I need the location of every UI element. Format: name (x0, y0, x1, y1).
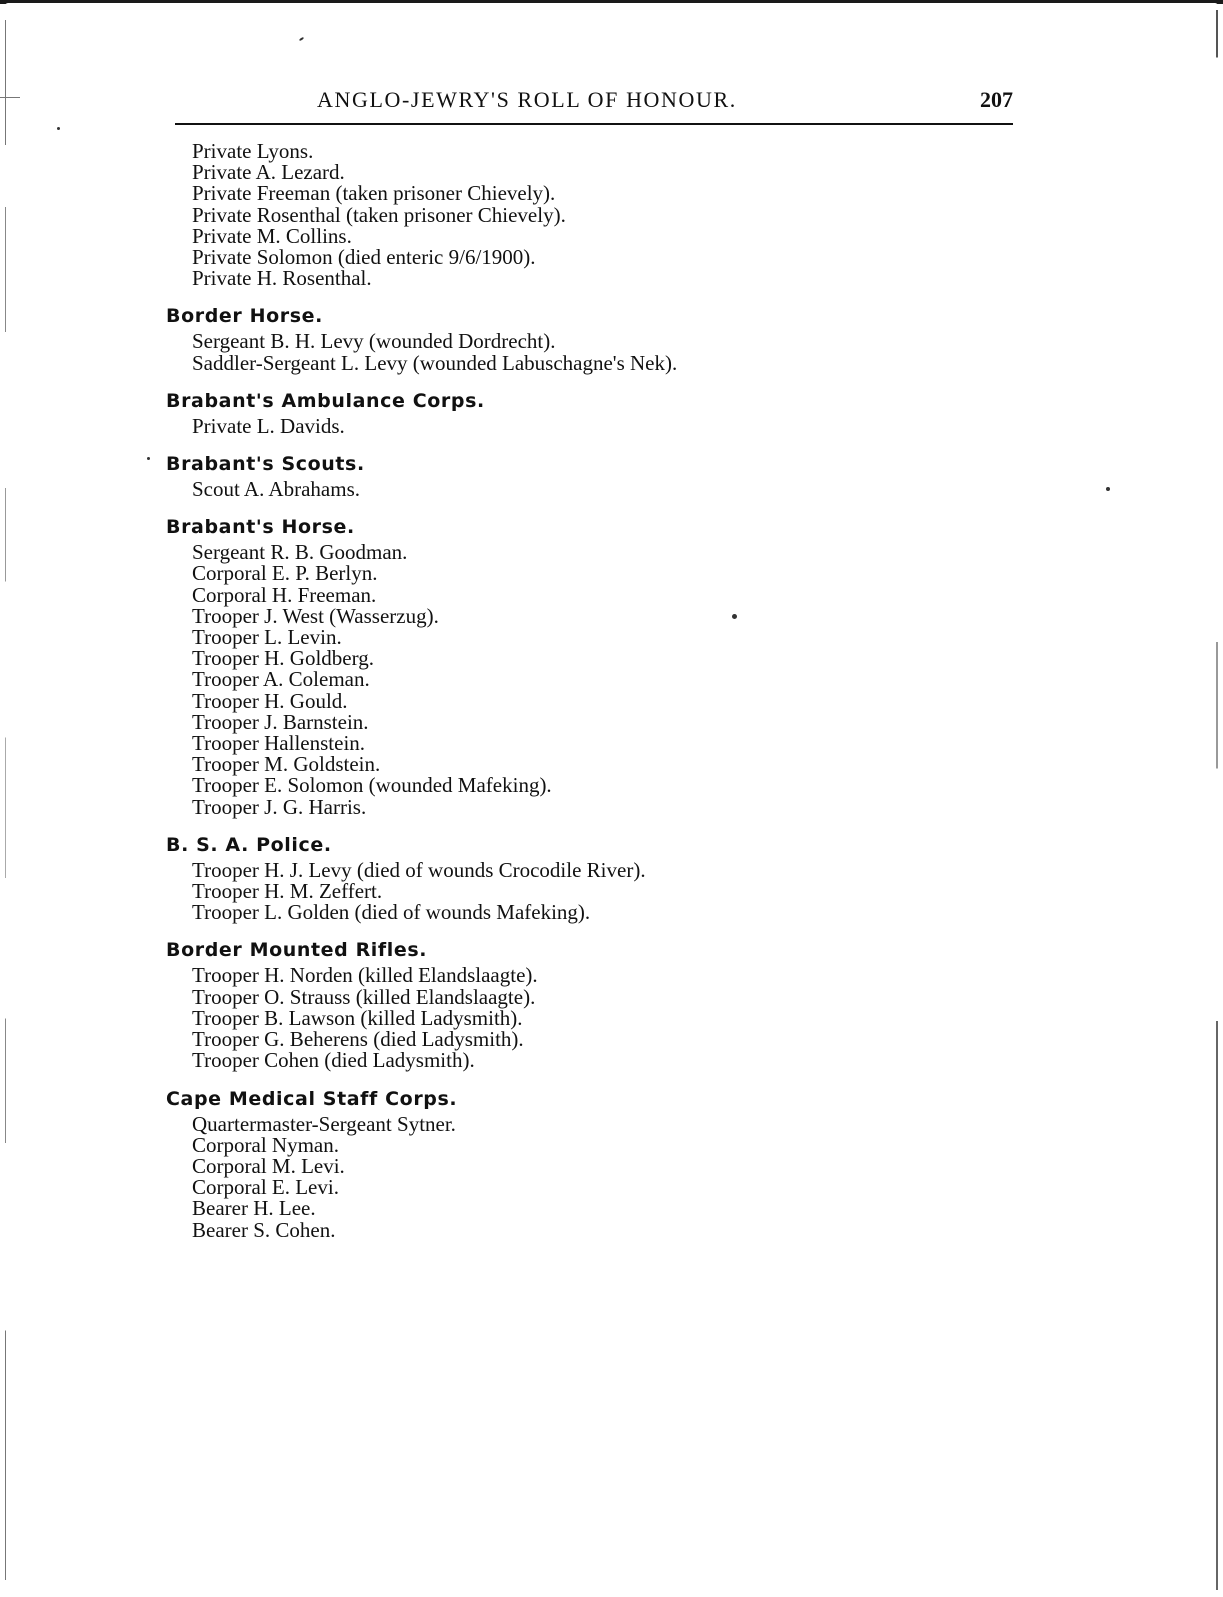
section-heading: Brabant's Horse. (166, 516, 355, 539)
list-item: Private Freeman (taken prisoner Chievely). (192, 181, 556, 206)
running-head (175, 84, 1013, 116)
list-item: Trooper E. Solomon (wounded Mafeking). (192, 773, 552, 798)
list-item: Trooper H. Gould. (192, 688, 348, 713)
list-item: Trooper H. Goldberg. (192, 646, 374, 671)
section-brabants-ambulance-corps (162, 388, 1042, 437)
list-item: Trooper M. Goldstein. (192, 752, 381, 777)
list-item: Quartermaster-Sergeant Sytner. (192, 1111, 456, 1136)
spacer (162, 923, 1042, 937)
list-item: Trooper O. Strauss (killed Elandslaagte). (192, 984, 536, 1009)
list-item: Trooper J. West (Wasserzug). (192, 603, 439, 628)
header-rule (175, 123, 1013, 125)
list-item: Corporal E. P. Berlyn. (192, 561, 378, 586)
spacer (162, 289, 1042, 303)
list-item: Corporal M. Levi. (192, 1153, 345, 1178)
list-item: Corporal E. Levi. (192, 1175, 339, 1200)
spacer (162, 1072, 1042, 1086)
section-heading: Cape Medical Staff Corps. (166, 1087, 458, 1110)
roll-content (162, 141, 1042, 1241)
section-cape-medical-staff-corps (162, 1086, 1042, 1241)
list-item: Corporal H. Freeman. (192, 582, 377, 607)
spacer (162, 818, 1042, 832)
list-item: Private Solomon (died enteric 9/6/1900). (192, 245, 536, 270)
section-bsa-police (162, 832, 1042, 924)
continued-list (162, 141, 1042, 289)
section-brabants-horse (162, 514, 1042, 818)
running-title: ANGLO-JEWRY'S ROLL OF HONOUR. (317, 87, 737, 112)
list-item: Trooper H. Norden (killed Elandslaagte). (192, 963, 538, 988)
list-item: Trooper L. Golden (died of wounds Mafeking). (192, 900, 591, 925)
list-item: Trooper Cohen (died Ladysmith). (192, 1048, 475, 1073)
list-item: Sergeant R. B. Goodman. (192, 540, 408, 565)
list-item: Trooper L. Levin. (192, 625, 342, 650)
list-item: Trooper J. Barnstein. (192, 709, 369, 734)
section-border-horse (162, 303, 1042, 373)
page-number: 207 (980, 87, 1013, 112)
list-item: Trooper A. Coleman. (192, 667, 370, 692)
list-item: Scout A. Abrahams. (192, 477, 360, 502)
list-item: Corporal Nyman. (192, 1132, 339, 1157)
list-item: Trooper Hallenstein. (192, 731, 366, 756)
section-heading: B. S. A. Police. (166, 833, 332, 856)
spacer (162, 374, 1042, 388)
section-border-mounted-rifles (162, 937, 1042, 1071)
section-heading: Brabant's Scouts. (166, 453, 365, 476)
list-item: Private A. Lezard. (192, 160, 345, 185)
section-heading: Brabant's Ambulance Corps. (166, 389, 485, 412)
list-item: Trooper J. G. Harris. (192, 794, 367, 819)
list-item: Private Lyons. (192, 139, 314, 163)
spacer (162, 437, 1042, 451)
section-heading: Border Horse. (166, 305, 323, 328)
section-heading: Border Mounted Rifles. (166, 939, 428, 962)
list-item: Trooper H. J. Levy (died of wounds Crocodile River). (192, 857, 646, 882)
list-item: Trooper H. M. Zeffert. (192, 879, 383, 904)
list-item: Private M. Collins. (192, 223, 352, 248)
list-item: Private Rosenthal (taken prisoner Chievely). (192, 202, 566, 227)
list-item: Trooper G. Beherens (died Ladysmith). (192, 1027, 524, 1052)
spacer (162, 500, 1042, 514)
list-item: Private L. Davids. (192, 413, 345, 438)
list-item: Bearer S. Cohen. (192, 1217, 336, 1242)
list-item: Bearer H. Lee. (192, 1196, 316, 1221)
list-item: Private H. Rosenthal. (192, 266, 372, 291)
section-brabants-scouts (162, 451, 1042, 500)
list-item: Trooper B. Lawson (killed Ladysmith). (192, 1005, 523, 1030)
list-item: Sergeant B. H. Levy (wounded Dordrecht). (192, 329, 556, 354)
list-item: Saddler-Sergeant L. Levy (wounded Labuschagne's Nek). (192, 350, 678, 375)
